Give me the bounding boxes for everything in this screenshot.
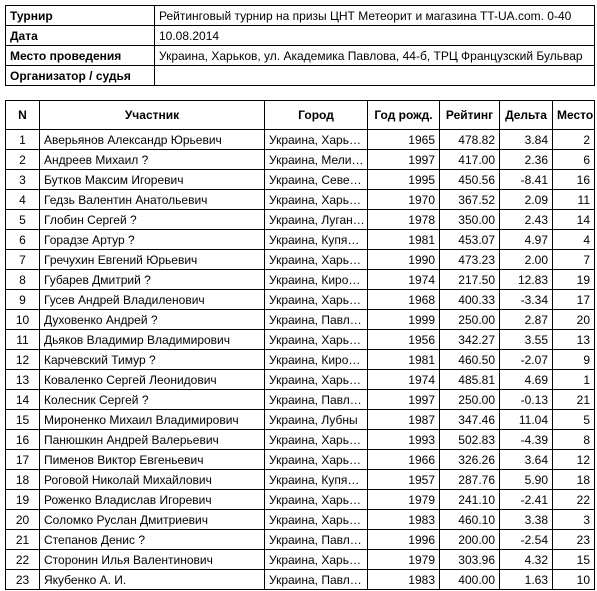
- rating-delta: 4.97: [500, 230, 553, 250]
- participant-city: Украина, Мели…: [265, 150, 368, 170]
- birth-year: 1979: [368, 490, 440, 510]
- table-row: [6, 130, 595, 150]
- row-number: 22: [6, 550, 40, 570]
- table-row: [6, 470, 595, 490]
- birth-year: 1997: [368, 150, 440, 170]
- row-number: 20: [6, 510, 40, 530]
- rating-delta: 12.83: [500, 270, 553, 290]
- rating: 400.33: [440, 290, 500, 310]
- table-row: [6, 450, 595, 470]
- birth-year: 1993: [368, 430, 440, 450]
- place: 16: [553, 170, 595, 190]
- table-row: [6, 150, 595, 170]
- info-row-venue: [6, 46, 595, 66]
- rating-delta: 1.63: [500, 570, 553, 590]
- rating-delta: 11.04: [500, 410, 553, 430]
- organizer-value: [155, 66, 595, 86]
- info-row-tournament: [6, 6, 595, 26]
- table-row: [6, 330, 595, 350]
- rating: 485.81: [440, 370, 500, 390]
- tournament-value: Рейтинговый турнир на призы ЦНТ Метеорит и магазина TT-UA.com. 0-40: [155, 6, 595, 26]
- row-number: 2: [6, 150, 40, 170]
- participant-name: Мироненко Михаил Владимирович: [40, 410, 265, 430]
- row-number: 23: [6, 570, 40, 590]
- birth-year: 1996: [368, 530, 440, 550]
- rating-delta: 4.69: [500, 370, 553, 390]
- table-row: [6, 270, 595, 290]
- table-row: [6, 550, 595, 570]
- birth-year: 1966: [368, 450, 440, 470]
- rating: 217.50: [440, 270, 500, 290]
- date-label: Дата: [6, 26, 155, 46]
- rating: 250.00: [440, 310, 500, 330]
- participant-name: Карчевский Тимур ?: [40, 350, 265, 370]
- table-row: [6, 170, 595, 190]
- place: 3: [553, 510, 595, 530]
- participant-city: Украина, Луган…: [265, 210, 368, 230]
- participant-city: Украина, Киро…: [265, 270, 368, 290]
- venue-label: Место проведения: [6, 46, 155, 66]
- table-row: [6, 250, 595, 270]
- row-number: 6: [6, 230, 40, 250]
- participant-city: Украина, Харь…: [265, 250, 368, 270]
- participant-city: Украина, Харь…: [265, 130, 368, 150]
- participant-name: Гречухин Евгений Юрьевич: [40, 250, 265, 270]
- place: 22: [553, 490, 595, 510]
- table-row: [6, 290, 595, 310]
- row-number: 21: [6, 530, 40, 550]
- birth-year: 1970: [368, 190, 440, 210]
- participant-name: Пименов Виктор Евгеньевич: [40, 450, 265, 470]
- participant-name: Гусев Андрей Владиленович: [40, 290, 265, 310]
- venue-value: Украина, Харьков, ул. Академика Павлова, 44-б, ТРЦ Французский Бульвар: [155, 46, 595, 66]
- place: 14: [553, 210, 595, 230]
- rating-delta: 2.87: [500, 310, 553, 330]
- rating: 478.82: [440, 130, 500, 150]
- participant-city: Украина, Купя…: [265, 470, 368, 490]
- participant-city: Украина, Павл…: [265, 310, 368, 330]
- rating: 502.83: [440, 430, 500, 450]
- rating: 303.96: [440, 550, 500, 570]
- participant-city: Украина, Харь…: [265, 290, 368, 310]
- participant-city: Украина, Купя…: [265, 230, 368, 250]
- participant-city: Украина, Павл…: [265, 390, 368, 410]
- table-row: [6, 570, 595, 590]
- place: 13: [553, 330, 595, 350]
- row-number: 15: [6, 410, 40, 430]
- rating-delta: -3.34: [500, 290, 553, 310]
- row-number: 8: [6, 270, 40, 290]
- participant-city: Украина, Харь…: [265, 490, 368, 510]
- rating: 453.07: [440, 230, 500, 250]
- rating: 367.52: [440, 190, 500, 210]
- participant-name: Глобин Сергей ?: [40, 210, 265, 230]
- birth-year: 1968: [368, 290, 440, 310]
- participant-city: Украина, Харь…: [265, 190, 368, 210]
- participant-name: Гедзь Валентин Анатольевич: [40, 190, 265, 210]
- participant-name: Бутков Максим Игоревич: [40, 170, 265, 190]
- birth-year: 1981: [368, 350, 440, 370]
- rating-delta: 4.32: [500, 550, 553, 570]
- participant-name: Панюшкин Андрей Валерьевич: [40, 430, 265, 450]
- birth-year: 1999: [368, 310, 440, 330]
- row-number: 18: [6, 470, 40, 490]
- rating-delta: 2.09: [500, 190, 553, 210]
- row-number: 3: [6, 170, 40, 190]
- row-number: 10: [6, 310, 40, 330]
- participant-name: Коваленко Сергей Леонидович: [40, 370, 265, 390]
- row-number: 17: [6, 450, 40, 470]
- rating: 460.50: [440, 350, 500, 370]
- participant-name: Духовенко Андрей ?: [40, 310, 265, 330]
- standings-body: [6, 130, 595, 590]
- date-value: 10.08.2014: [155, 26, 595, 46]
- place: 12: [553, 450, 595, 470]
- participant-name: Якубенко А. И.: [40, 570, 265, 590]
- participant-name: Горадзе Артур ?: [40, 230, 265, 250]
- table-row: [6, 210, 595, 230]
- rating-delta: 3.84: [500, 130, 553, 150]
- row-number: 19: [6, 490, 40, 510]
- rating: 350.00: [440, 210, 500, 230]
- table-row: [6, 410, 595, 430]
- birth-year: 1965: [368, 130, 440, 150]
- place: 2: [553, 130, 595, 150]
- standings-table: [5, 100, 595, 590]
- tournament-info-table: [5, 5, 595, 86]
- rating-delta: -2.54: [500, 530, 553, 550]
- place: 19: [553, 270, 595, 290]
- row-number: 16: [6, 430, 40, 450]
- table-row: [6, 390, 595, 410]
- participant-city: Украина, Лубны: [265, 410, 368, 430]
- birth-year: 1983: [368, 510, 440, 530]
- place: 21: [553, 390, 595, 410]
- column-header-rating: Рейтинг: [440, 101, 500, 130]
- birth-year: 1995: [368, 170, 440, 190]
- table-row: [6, 190, 595, 210]
- place: 5: [553, 410, 595, 430]
- birth-year: 1987: [368, 410, 440, 430]
- rating-delta: -8.41: [500, 170, 553, 190]
- place: 15: [553, 550, 595, 570]
- participant-city: Украина, Харь…: [265, 370, 368, 390]
- participant-name: Аверьянов Александр Юрьевич: [40, 130, 265, 150]
- table-row: [6, 530, 595, 550]
- rating: 400.00: [440, 570, 500, 590]
- column-header-delta: Дельта: [500, 101, 553, 130]
- rating: 342.27: [440, 330, 500, 350]
- table-row: [6, 510, 595, 530]
- rating-delta: 2.00: [500, 250, 553, 270]
- place: 23: [553, 530, 595, 550]
- place: 1: [553, 370, 595, 390]
- rating-delta: -2.07: [500, 350, 553, 370]
- row-number: 13: [6, 370, 40, 390]
- place: 17: [553, 290, 595, 310]
- table-row: [6, 310, 595, 330]
- participant-city: Украина, Павл…: [265, 570, 368, 590]
- participant-city: Украина, Киро…: [265, 350, 368, 370]
- rating-delta: -2.41: [500, 490, 553, 510]
- rating: 450.56: [440, 170, 500, 190]
- participant-name: Дьяков Владимир Владимирович: [40, 330, 265, 350]
- table-row: [6, 350, 595, 370]
- column-header-number: N: [6, 101, 40, 130]
- rating-delta: 5.90: [500, 470, 553, 490]
- organizer-label: Организатор / судья: [6, 66, 155, 86]
- row-number: 5: [6, 210, 40, 230]
- participant-name: Роженко Владислав Игоревич: [40, 490, 265, 510]
- table-row: [6, 490, 595, 510]
- place: 6: [553, 150, 595, 170]
- place: 8: [553, 430, 595, 450]
- rating-delta: 3.38: [500, 510, 553, 530]
- participant-name: Губарев Дмитрий ?: [40, 270, 265, 290]
- column-header-birth-year: Год рожд.: [368, 101, 440, 130]
- participant-city: Украина, Харь…: [265, 510, 368, 530]
- rating: 200.00: [440, 530, 500, 550]
- place: 18: [553, 470, 595, 490]
- place: 11: [553, 190, 595, 210]
- rating-delta: 2.43: [500, 210, 553, 230]
- participant-name: Сторонин Илья Валентинович: [40, 550, 265, 570]
- rating-delta: -4.39: [500, 430, 553, 450]
- table-row: [6, 370, 595, 390]
- participant-city: Украина, Павл…: [265, 530, 368, 550]
- birth-year: 1956: [368, 330, 440, 350]
- participant-city: Украина, Харь…: [265, 430, 368, 450]
- row-number: 12: [6, 350, 40, 370]
- column-header-place: Место: [553, 101, 595, 130]
- place: 7: [553, 250, 595, 270]
- participant-name: Степанов Денис ?: [40, 530, 265, 550]
- birth-year: 1974: [368, 270, 440, 290]
- info-row-date: [6, 26, 595, 46]
- rating: 241.10: [440, 490, 500, 510]
- rating: 417.00: [440, 150, 500, 170]
- participant-name: Андреев Михаил ?: [40, 150, 265, 170]
- participant-city: Украина, Харь…: [265, 550, 368, 570]
- place: 20: [553, 310, 595, 330]
- birth-year: 1979: [368, 550, 440, 570]
- birth-year: 1957: [368, 470, 440, 490]
- table-row: [6, 230, 595, 250]
- rating-delta: 2.36: [500, 150, 553, 170]
- birth-year: 1983: [368, 570, 440, 590]
- birth-year: 1997: [368, 390, 440, 410]
- rating: 250.00: [440, 390, 500, 410]
- table-row: [6, 430, 595, 450]
- birth-year: 1978: [368, 210, 440, 230]
- participant-name: Соломко Руслан Дмитриевич: [40, 510, 265, 530]
- row-number: 9: [6, 290, 40, 310]
- rating: 473.23: [440, 250, 500, 270]
- participant-city: Украина, Севе…: [265, 170, 368, 190]
- birth-year: 1990: [368, 250, 440, 270]
- rating: 287.76: [440, 470, 500, 490]
- birth-year: 1981: [368, 230, 440, 250]
- rating-delta: 3.55: [500, 330, 553, 350]
- rating: 326.26: [440, 450, 500, 470]
- row-number: 14: [6, 390, 40, 410]
- column-header-city: Город: [265, 101, 368, 130]
- row-number: 11: [6, 330, 40, 350]
- rating-delta: -0.13: [500, 390, 553, 410]
- participant-name: Колесник Сергей ?: [40, 390, 265, 410]
- rating: 347.46: [440, 410, 500, 430]
- info-row-organizer: [6, 66, 595, 86]
- row-number: 1: [6, 130, 40, 150]
- standings-header-row: [6, 101, 595, 130]
- birth-year: 1974: [368, 370, 440, 390]
- place: 4: [553, 230, 595, 250]
- row-number: 7: [6, 250, 40, 270]
- participant-city: Украина, Харь…: [265, 330, 368, 350]
- rating-delta: 3.64: [500, 450, 553, 470]
- participant-name: Роговой Николай Михайлович: [40, 470, 265, 490]
- participant-city: Украина, Харь…: [265, 450, 368, 470]
- row-number: 4: [6, 190, 40, 210]
- place: 10: [553, 570, 595, 590]
- rating: 460.10: [440, 510, 500, 530]
- tournament-label: Турнир: [6, 6, 155, 26]
- place: 9: [553, 350, 595, 370]
- column-header-participant: Участник: [40, 101, 265, 130]
